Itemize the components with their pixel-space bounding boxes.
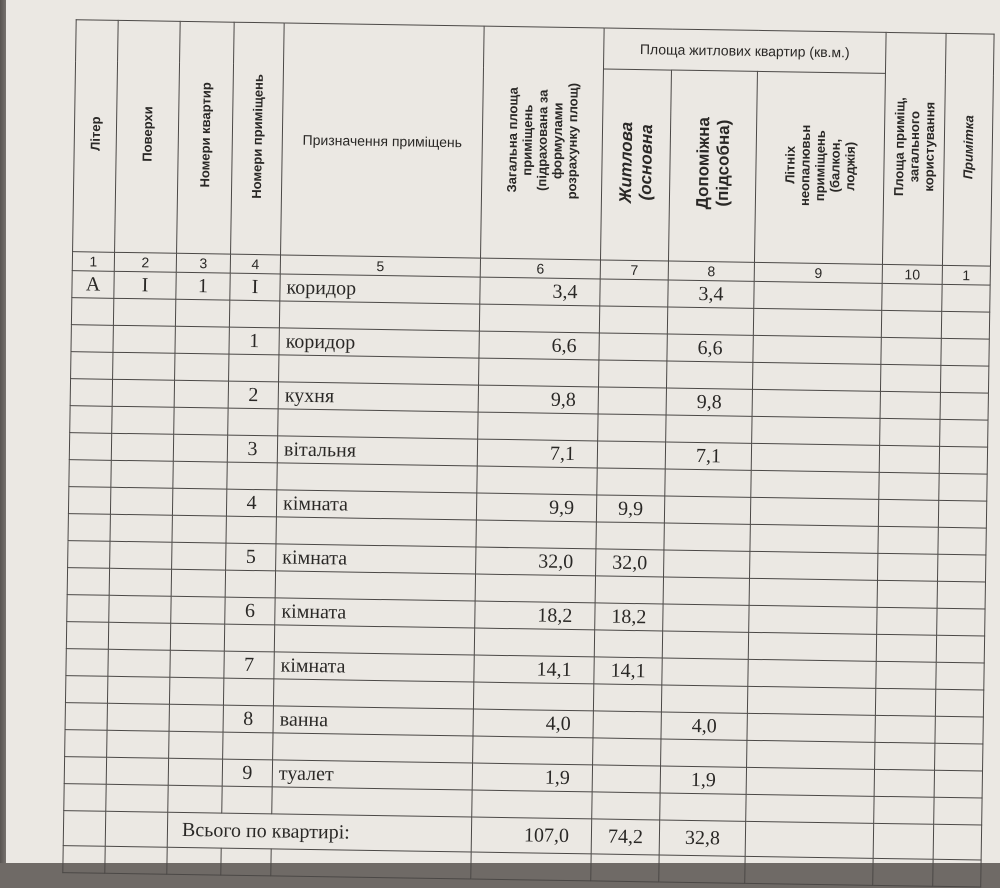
apartment-cell: [172, 488, 226, 516]
blank-cell: [223, 732, 273, 760]
blank-cell: [593, 684, 661, 712]
room-number-cell: 9: [222, 759, 272, 787]
auxiliary-area-cell: [664, 496, 750, 524]
apartment-cell: 1: [176, 272, 230, 300]
total-area-cell: 9,9: [476, 493, 596, 522]
blank-cell: [593, 738, 661, 766]
auxiliary-area-cell: 1,9: [660, 766, 746, 794]
blank-cell: [473, 682, 593, 711]
common-area-cell: [876, 661, 936, 689]
blank-cell: [68, 514, 110, 542]
room-number-cell: 8: [223, 705, 273, 733]
blank-cell: [659, 855, 745, 883]
liter-cell: [64, 757, 106, 785]
apartment-cell: [171, 596, 225, 624]
summer-area-cell: [750, 551, 878, 580]
floor-cell: [112, 379, 174, 407]
blank-cell: [745, 821, 874, 858]
blank-cell: [479, 358, 599, 387]
common-area-cell: [878, 499, 938, 527]
blank-cell: [111, 460, 173, 488]
blank-cell: [666, 415, 752, 443]
room-area-table: [62, 19, 994, 887]
header-row-1: [76, 20, 995, 75]
living-area-cell: [592, 765, 660, 793]
col-num: 9: [754, 262, 882, 283]
blank-cell: [940, 365, 988, 393]
summer-area-cell: [748, 659, 876, 688]
blank-cell: [594, 630, 662, 658]
living-area-cell: 32,0: [596, 549, 664, 577]
blank-cell: [271, 849, 471, 879]
header-auxiliary-text: Допоміжна (підсобна): [692, 117, 733, 210]
header-summer-rooms: [754, 71, 885, 264]
blank-cell: [874, 796, 934, 824]
blank-cell: [936, 635, 984, 663]
blank-cell: [938, 527, 986, 555]
blank-cell: [935, 743, 983, 771]
header-total-area-text: Загальна площа приміщень (підрахована за формулами розрахунку площ): [504, 82, 581, 200]
apartment-cell: [170, 650, 224, 678]
blank-cell: [171, 569, 225, 597]
header-total-area: [481, 26, 605, 260]
blank-cell: [224, 624, 274, 652]
liter-cell: [69, 433, 111, 461]
col-num: 3: [176, 253, 230, 273]
total-area-cell: 7,1: [477, 439, 597, 468]
blank-cell: [70, 406, 112, 434]
blank-cell: [750, 524, 878, 553]
blank-cell: [933, 859, 981, 887]
blank-cell: [279, 301, 479, 331]
liter-cell: [67, 595, 109, 623]
room-name-cell: туалет: [272, 760, 472, 790]
blank-cell: [661, 685, 747, 713]
col-num: 10: [882, 264, 942, 284]
blank-cell: [66, 622, 108, 650]
blank-cell: [105, 846, 167, 874]
blank-cell: [749, 578, 877, 607]
blank-cell: [599, 306, 667, 334]
blank-cell: [277, 463, 477, 493]
auxiliary-area-cell: [663, 604, 749, 632]
living-area-cell: 18,2: [595, 603, 663, 631]
total-area-cell: 1,9: [472, 763, 592, 792]
header-auxiliary: [668, 70, 757, 262]
blank-cell: [223, 678, 273, 706]
blank-cell: [107, 730, 169, 758]
blank-cell: [664, 523, 750, 551]
total-area-cell: 14,1: [474, 655, 594, 684]
summer-area-cell: [747, 713, 875, 742]
blank-cell: [170, 623, 224, 651]
summer-area-cell: [752, 389, 880, 418]
apartment-cell: [175, 326, 229, 354]
total-area-cell: 4,0: [473, 709, 593, 738]
room-number-cell: 2: [228, 381, 278, 409]
floor-cell: [108, 649, 170, 677]
blank-cell: [752, 416, 880, 445]
header-living-text: Житлова (основна: [615, 121, 656, 204]
room-number-cell: 5: [226, 543, 276, 571]
common-area-cell: [881, 337, 941, 365]
total-area-cell: 6,6: [479, 331, 599, 360]
note-cell: [942, 284, 990, 312]
totals-auxiliary-area: 32,8: [659, 820, 746, 856]
blank-cell: [479, 304, 599, 333]
blank-cell: [662, 631, 748, 659]
blank-cell: [65, 730, 107, 758]
blank-cell: [168, 785, 222, 813]
blank-cell: [880, 364, 940, 392]
blank-cell: [71, 298, 113, 326]
blank-cell: [110, 514, 172, 542]
header-summer-rooms-text: Літніх неопалювьн приміщень (балкон, лоджія): [782, 124, 858, 206]
note-cell: [934, 770, 982, 798]
blank-cell: [175, 353, 229, 381]
note-cell: [939, 446, 987, 474]
floor-cell: [107, 703, 169, 731]
summer-area-cell: [749, 605, 877, 634]
header-apartment-numbers: Номери квартир: [177, 21, 235, 254]
apartment-cell: [172, 542, 226, 570]
floor-cell: [110, 541, 172, 569]
living-area-cell: [597, 441, 665, 469]
summer-area-cell: [754, 281, 882, 310]
common-area-cell: [875, 715, 935, 743]
blank-cell: [473, 736, 593, 765]
blank-cell: [665, 469, 751, 497]
blank-cell: [661, 739, 747, 767]
blank-cell: [595, 576, 663, 604]
blank-cell: [940, 419, 988, 447]
blank-cell: [167, 847, 221, 875]
blank-cell: [597, 468, 665, 496]
col-num: 1: [72, 252, 114, 272]
header-floors: Поверхи: [115, 20, 181, 253]
room-name-cell: кімната: [275, 598, 475, 628]
auxiliary-area-cell: 9,8: [666, 388, 752, 416]
blank-cell: [472, 790, 592, 819]
note-cell: [940, 392, 988, 420]
blank-cell: [873, 823, 934, 859]
blank-cell: [879, 472, 939, 500]
totals-living-area: 74,2: [591, 819, 660, 855]
header-common-area-text: Площа примiщ, загального користування: [891, 96, 938, 196]
room-name-cell: кімната: [276, 544, 476, 574]
floor-cell: [106, 757, 168, 785]
col-num: 8: [668, 261, 754, 281]
blank-cell: [746, 794, 874, 823]
room-name-cell: ванна: [273, 706, 473, 736]
blank-cell: [939, 473, 987, 501]
room-name-cell: кухня: [278, 382, 478, 412]
blank-cell: [274, 625, 474, 655]
blank-cell: [747, 740, 875, 769]
blank-cell: [275, 571, 475, 601]
blank-cell: [106, 784, 168, 812]
common-area-cell: [874, 769, 934, 797]
note-cell: [936, 662, 984, 690]
liter-cell: [66, 649, 108, 677]
blank-cell: [279, 355, 479, 385]
floor-cell: [110, 487, 172, 515]
blank-cell: [745, 856, 873, 885]
blank-cell: [273, 733, 473, 763]
living-area-cell: [598, 387, 666, 415]
blank-cell: [877, 580, 937, 608]
blank-cell: [598, 414, 666, 442]
common-area-cell: [882, 283, 942, 311]
floor-cell: [113, 325, 175, 353]
blank-cell: [273, 679, 473, 709]
col-num: 7: [600, 260, 668, 280]
blank-cell: [63, 846, 105, 874]
floor-cell: I: [114, 271, 176, 299]
blank-cell: [880, 418, 940, 446]
room-name-cell: кімната: [276, 490, 476, 520]
col-num: 5: [280, 255, 480, 277]
blank-cell: [174, 407, 228, 435]
total-area-cell: 3,4: [480, 277, 600, 306]
blank-cell: [474, 628, 594, 657]
living-area-cell: 14,1: [594, 657, 662, 685]
liter-cell: [68, 487, 110, 515]
header-room-numbers: Номери приміщень: [231, 22, 285, 255]
auxiliary-area-cell: [664, 550, 750, 578]
blank-cell: [71, 352, 113, 380]
blank-cell: [225, 570, 275, 598]
blank-cell: [169, 677, 223, 705]
blank-cell: [591, 854, 659, 882]
blank-cell: [876, 634, 936, 662]
blank-cell: [475, 574, 595, 603]
room-number-cell: 1: [229, 327, 279, 355]
auxiliary-area-cell: 4,0: [661, 712, 747, 740]
blank-cell: [67, 568, 109, 596]
blank-cell: [937, 581, 985, 609]
blank-cell: [941, 311, 989, 339]
total-area-cell: 32,0: [476, 547, 596, 576]
blank-cell: [660, 793, 746, 821]
note-cell: [941, 338, 989, 366]
common-area-cell: [877, 553, 937, 581]
blank-cell: [169, 731, 223, 759]
blank-cell: [663, 577, 749, 605]
blank-cell: [112, 406, 174, 434]
blank-cell: [878, 526, 938, 554]
floor-cell: [111, 433, 173, 461]
blank-cell: [935, 689, 983, 717]
col-num: 1: [942, 265, 990, 285]
blank-cell: [875, 742, 935, 770]
note-cell: [937, 554, 985, 582]
blank-cell: [228, 408, 278, 436]
blank-cell: [65, 676, 107, 704]
living-area-cell: [599, 333, 667, 361]
blank-cell: [69, 460, 111, 488]
blank-cell: [108, 622, 170, 650]
blank-cell: [229, 354, 279, 382]
living-area-cell: 9,9: [596, 495, 664, 523]
room-number-cell: 3: [227, 435, 277, 463]
auxiliary-area-cell: 3,4: [668, 280, 754, 308]
liter-cell: А: [72, 271, 114, 299]
blank-cell: [175, 299, 229, 327]
blank-cell: [229, 300, 279, 328]
header-note: Примітка: [942, 33, 994, 266]
blank-cell: [221, 848, 271, 876]
common-area-cell: [877, 607, 937, 635]
blank-cell: [109, 568, 171, 596]
apartment-cell: [173, 434, 227, 462]
blank-cell: [227, 462, 277, 490]
col-num: 2: [114, 252, 176, 272]
blank-cell: [276, 517, 476, 547]
liter-cell: [65, 703, 107, 731]
header-living-apartments-area: Площа житлових квартир (кв.м.): [603, 28, 886, 73]
total-area-cell: 9,8: [478, 385, 598, 414]
summer-area-cell: [753, 335, 881, 364]
summer-area-cell: [751, 443, 879, 472]
summer-area-cell: [746, 767, 874, 796]
blank-cell: [747, 686, 875, 715]
blank-cell: [226, 516, 276, 544]
liter-cell: [70, 379, 112, 407]
apartment-cell: [169, 704, 223, 732]
blank-cell: [63, 811, 106, 847]
total-area-cell: 18,2: [475, 601, 595, 630]
blank-cell: [113, 298, 175, 326]
room-number-cell: 7: [224, 651, 274, 679]
blank-cell: [752, 362, 880, 391]
header-common-area: [882, 32, 946, 265]
blank-cell: [753, 308, 881, 337]
header-living: [600, 69, 671, 261]
blank-cell: [107, 676, 169, 704]
blank-cell: [667, 307, 753, 335]
blank-cell: [598, 360, 666, 388]
blank-cell: [172, 515, 226, 543]
room-number-cell: I: [230, 273, 280, 301]
blank-cell: [64, 784, 106, 812]
common-area-cell: [880, 391, 940, 419]
auxiliary-area-cell: 7,1: [665, 442, 751, 470]
liter-cell: [68, 541, 110, 569]
room-name-cell: кімната: [274, 652, 474, 682]
blank-cell: [105, 811, 168, 847]
blank-cell: [875, 688, 935, 716]
note-cell: [935, 716, 983, 744]
col-num: 6: [480, 258, 600, 279]
living-area-cell: [593, 711, 661, 739]
blank-cell: [272, 787, 472, 817]
blank-cell: [476, 520, 596, 549]
blank-cell: [596, 522, 664, 550]
totals-total-area: 107,0: [471, 817, 592, 854]
auxiliary-area-cell: [662, 658, 748, 686]
blank-cell: [173, 461, 227, 489]
room-name-cell: коридор: [280, 274, 480, 304]
blank-cell: [933, 824, 982, 860]
blank-cell: [934, 797, 982, 825]
common-area-cell: [879, 445, 939, 473]
apartment-cell: [168, 758, 222, 786]
header-room-purpose: Призначення приміщень: [281, 23, 485, 258]
totals-label: Всього по квартирі:: [167, 812, 472, 852]
blank-cell: [471, 852, 591, 881]
blank-cell: [278, 409, 478, 439]
room-name-cell: вітальня: [277, 436, 477, 466]
auxiliary-area-cell: 6,6: [667, 334, 753, 362]
blank-cell: [113, 352, 175, 380]
floor-cell: [109, 595, 171, 623]
apartment-cell: [174, 380, 228, 408]
note-cell: [938, 500, 986, 528]
liter-cell: [71, 325, 113, 353]
header-liter: Літер: [73, 20, 119, 253]
note-cell: [937, 608, 985, 636]
living-area-cell: [600, 279, 668, 307]
summer-area-cell: [750, 497, 878, 526]
blank-cell: [666, 361, 752, 389]
blank-cell: [477, 466, 597, 495]
room-number-cell: 6: [225, 597, 275, 625]
col-num: 4: [230, 254, 280, 274]
room-number-cell: 4: [226, 489, 276, 517]
blank-cell: [881, 310, 941, 338]
blank-cell: [478, 412, 598, 441]
blank-cell: [748, 632, 876, 661]
blank-cell: [222, 786, 272, 814]
room-name-cell: коридор: [279, 328, 479, 358]
blank-cell: [751, 470, 879, 499]
blank-cell: [592, 792, 660, 820]
